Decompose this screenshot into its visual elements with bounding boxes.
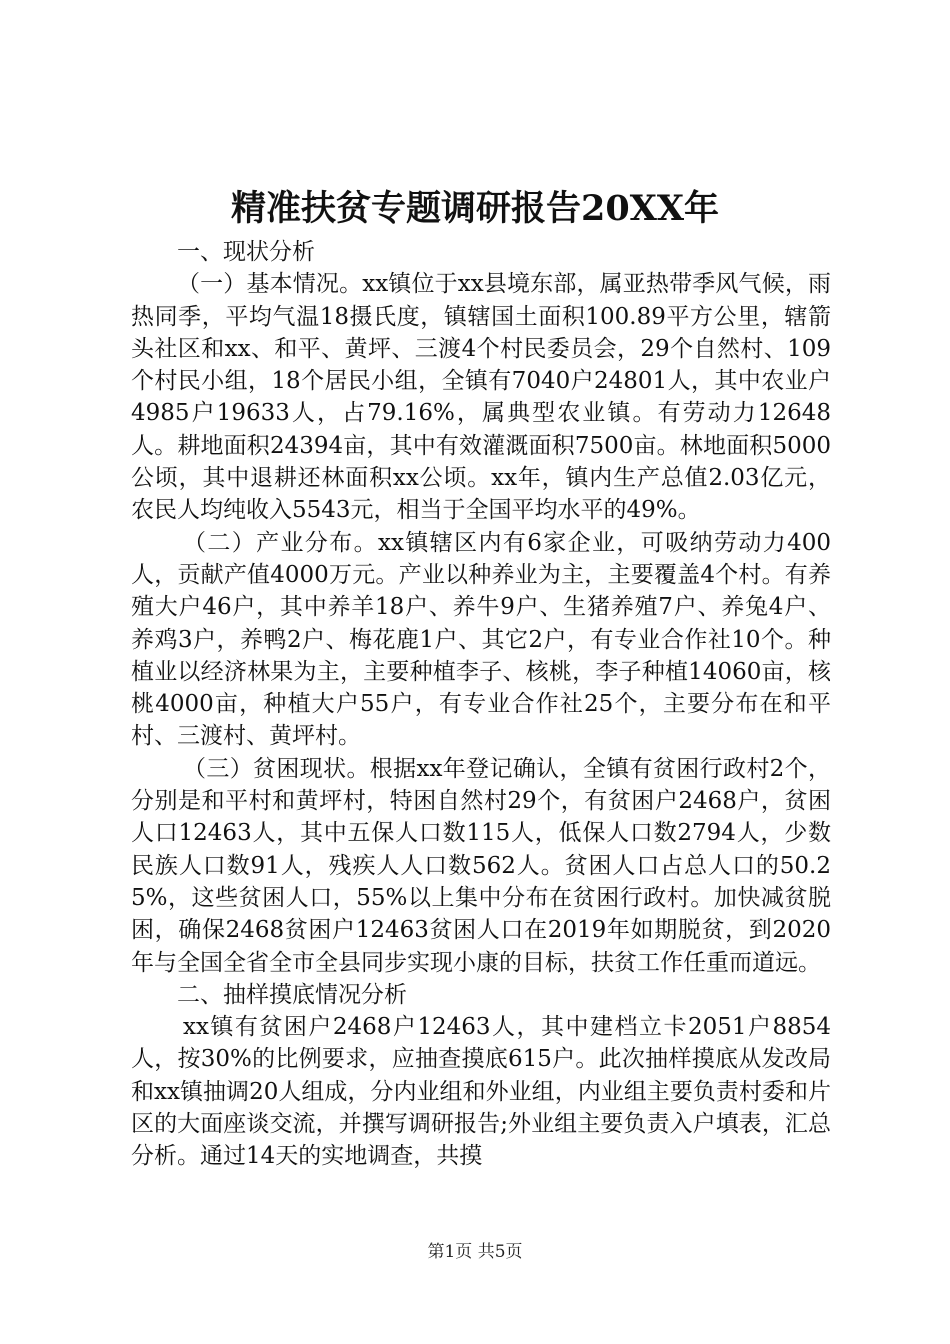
paragraph-sampling-analysis: xx镇有贫困户2468户12463人，其中建档立卡2051户8854人，按30%的比例要求，应抽查摸底615户。此次抽样摸底从发改局和xx镇抽调20人组成，分内业组和外业组，内业组主要负责村委和片区的大面座谈交流，并撰写调研报告;外业组主要负责入户填表，汇总分析。通过14天的实地调查，共摸 <box>131 1014 831 1170</box>
section-heading: 二、抽样摸底情况分析 <box>177 981 407 1008</box>
document-title: 精准扶贫专题调研报告20XX年 <box>230 188 720 229</box>
document-body <box>131 236 831 1173</box>
section-heading: 一、现状分析 <box>177 239 315 265</box>
paragraph-basic-situation: （一）基本情况。xx镇位于xx县境东部，属亚热带季风气候，雨热同季，平均气温18摄氏度，镇辖国土面积100.89平方公里，辖箭头社区和xx、和平、黄坪、三渡4个村民委员会，29个自然村、109个村民小组，18个居民小组，全镇有7040户24801人，其中农业户4985户19633人，占79.16%，属典型农业镇。有劳动力12648人。耕地面积24394亩，其中有效灌溉面积7500亩。林地面积5000公顷，其中退耕还林面积xx公顷。xx年，镇内生产总值2.03亿元，农民人均纯收入5543元，相当于全国平均水平的49%。 <box>131 271 831 524</box>
paragraph-poverty-status: （三）贫困现状。根据xx年登记确认，全镇有贫困行政村2个，分别是和平村和黄坪村，特困自然村29个，有贫困户2468户，贫困人口12463人，其中五保人口数115人，低保人口数2794人，少数民族人口数91人，残疾人人口数562人。贫困人口占总人口的50.25%，这些贫困人口，55%以上集中分布在贫困行政村。加快减贫脱困，确保2468贫困户12463贫困人口在2019年如期脱贫，到2020年与全国全省全市全县同步实现小康的目标，扶贫工作任重而道远。 <box>131 755 831 976</box>
page-footer: 第1页 共5页 <box>427 1242 523 1262</box>
paragraph-industry-distribution: （二）产业分布。xx镇辖区内有6家企业，可吸纳劳动力400人，贡献产值4000万元。产业以种养业为主，主要覆盖4个村。有养殖大户46户，其中养羊18户、养牛9户、生猪养殖7户、养兔4户、养鸡3户，养鸭2户、梅花鹿1户、其它2户，有专业合作社10个。种植业以经济林果为主，主要种植李子、核桃，李子种植14060亩，核桃4000亩，种植大户55户，有专业合作社25个，主要分布在和平村、三渡村、黄坪村。 <box>131 529 831 750</box>
